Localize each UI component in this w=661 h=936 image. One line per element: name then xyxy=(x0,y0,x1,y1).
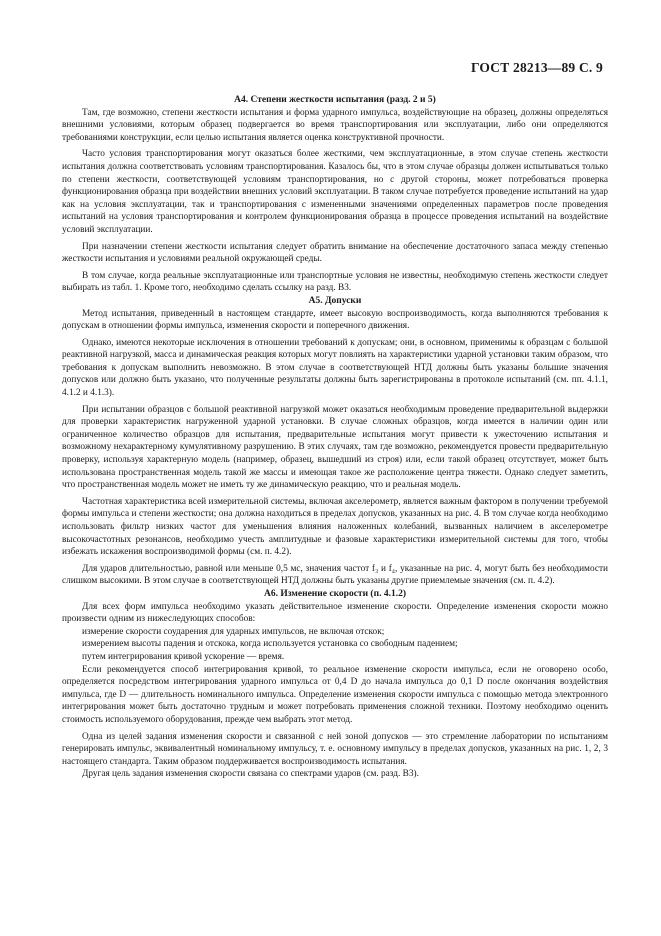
section-a5-paragraph: Метод испытания, приведенный в настоящем стандарте, имеет высокую воспроизводимость, когда выполняются требования к допускам в отношении формы импульса, изменения скорости и поперечного движения. xyxy=(62,308,608,332)
section-a6-method-item: измерением высоты падения и отскока, когда используется установка со свободным падением; xyxy=(82,639,458,650)
section-a5-paragraph: Однако, имеются некоторые исключения в отношении требований к допускам; они, в основном, применимы к образцам с большой реактивной нагрузкой, масса и динамическая реакция которых могут повлиять на характеристики ударной установки таким образом, что требования к допускам выполнить невозможно. В этом случае в соответствующей НТД должны быть указаны большие значения допусков или должно быть указано, что полученные результаты должны быть зарегистрированы в протоколе испытаний (см. пп. 4.1.1, 4.1.2 и 4.1.3). xyxy=(62,337,608,399)
section-a5-paragraph: При испытании образцов с большой реактивной нагрузкой может оказаться необходимым проведение предварительной выдержки для проверки характеристик нагруженной ударной установки. В случае сложных образцов, когда имеется в наличии один или ограниченное количество образцов для испытания, предварительные испытания могут привести к ужесточению испытания и возможному нехарактерному кумулятивному разрушению. В этих случаях, там где возможно, рекомендуется провести предварительную проверку, используя характерную модель (например, образец, вышедший из строя) или, если такой образец отсутствует, может быть использована пространственная модель такой же массы и имеющая такое же расположение центра тяжести. Однако следует заметить, что пространственная модель может не иметь ту же динамическую реакцию, что и реальная модель. xyxy=(62,404,608,491)
section-a6-title: А6. Изменение скорости (п. 4.1.2) xyxy=(264,588,406,599)
section-a6-method-item: измерение скорости соударения для ударных импульсов, не включая отскок; xyxy=(82,626,385,637)
section-a5-title: А5. Допуски xyxy=(308,295,362,306)
section-a4-paragraph: В том случае, когда реальные эксплуатационные или транспортные условия не известны, необходимую степень жесткости следует выбирать из табл. 1. Кроме того, необходимо сделать ссылку на разд. В3. xyxy=(62,270,608,294)
section-a6-paragraph: Другая цель задания изменения скорости связана со спектрами ударов (см. разд. В3). xyxy=(82,769,419,780)
page-body xyxy=(62,94,608,781)
section-a6-paragraph: Если рекомендуется способ интегрирования кривой, то реальное изменение скорости импульса, если не оговорено особо, определяется посредством интегрирования ударного импульса от 0,4 D до начала импульса до 0,1 D после окончания воздействия импульса, где D — длительность номинального импульса. Определение изменения скорости импульса с помощью метода электронного интегрирования может быть достаточно трудным и может потребовать применения сложной техники. Поэтому необходимо оценить стоимость используемого оборудования, прежде чем выбрать этот метод. xyxy=(62,664,608,725)
section-a5-paragraph: Частотная характеристика всей измерительной системы, включая акселерометр, является важным фактором в получении требуемой формы импульса и степени жесткости; она должна находиться в пределах допусков, указанных на рис. 4. В том случае когда необходимо использовать фильтр низких частот для уменьшения влияния наложенных колебаний, вызванных наличием в акселерометре высокочастотных резонансов, необходимо учесть амплитудные и фазовые характеристики измерительной системы для того, чтобы избежать искажения воспроизводимой формы (см. п. 4.2). xyxy=(62,496,608,558)
section-a4-paragraph: Там, где возможно, степени жесткости испытания и форма ударного импульса, воздействующие на образец, должны определяться внешними условиями, которым образец подвергается во время транспортирования или эксплуатации, либо они определяются требованиями конструкции, если целью испытания является оценка конструктивной прочности. xyxy=(62,107,608,143)
section-a6-method-item: путем интегрирования кривой ускорение — время. xyxy=(82,651,285,662)
section-a4-title: А4. Степени жесткости испытания (разд. 2 и 5) xyxy=(234,95,436,105)
section-a4-paragraph: Часто условия транспортирования могут оказаться более жесткими, чем эксплуатационные, в этом случае степень жесткости испытания должна соответствовать условиям транспортирования. Казалось бы, что в этом случае образцы должен испытываться только по степени жесткости, соответствующей условиям транспортирования, но с другой стороны, может потребоваться проверка функционирования образца при воздействии внешних условий эксплуатации. В таком случае потребуется проведение испытаний на удар как на условия эксплуатации, так и транспортирования с измененными значениями определенных параметров после проведения испытаний на условия транспортирования и контролем функционирования образца в процессе проведения испытаний на воздействие условий эксплуатации. xyxy=(62,149,609,235)
section-a6-paragraph: Одна из целей задания изменения скорости и связанной с ней зоной допусков — это стремление лаборатории по испытаниям генерировать импульс, эквивалентный номинальному импульсу, т. е. основному импульсу в пределах допусков, указанных на рис. 1, 2, 3 настоящего стандарта. Таким образом поддерживается воспроизводимость испытания. xyxy=(62,731,608,767)
section-a5-paragraph: Для ударов длительностью, равной или меньше 0,5 мс, значения частот f₃ и f₄, указанные на рис. 4, могут быть без необходимости слишком высокими. В этом случае в соответствующей НТД должны быть указаны другие приемлемые значения (см. п. 4.2). xyxy=(62,563,608,587)
running-head: ГОСТ 28213—89 С. 9 xyxy=(470,60,603,75)
section-a6-intro: Для всех форм импульса необходимо указать действительное изменение скорости. Определение изменения скорости можно произвести одним из нижеследующих способов: xyxy=(62,601,608,625)
section-a4-paragraph: При назначении степени жесткости испытания следует обратить внимание на обеспечение достаточного запаса между степенью жесткости испытания и условиями реальной окружающей среды. xyxy=(62,241,608,265)
